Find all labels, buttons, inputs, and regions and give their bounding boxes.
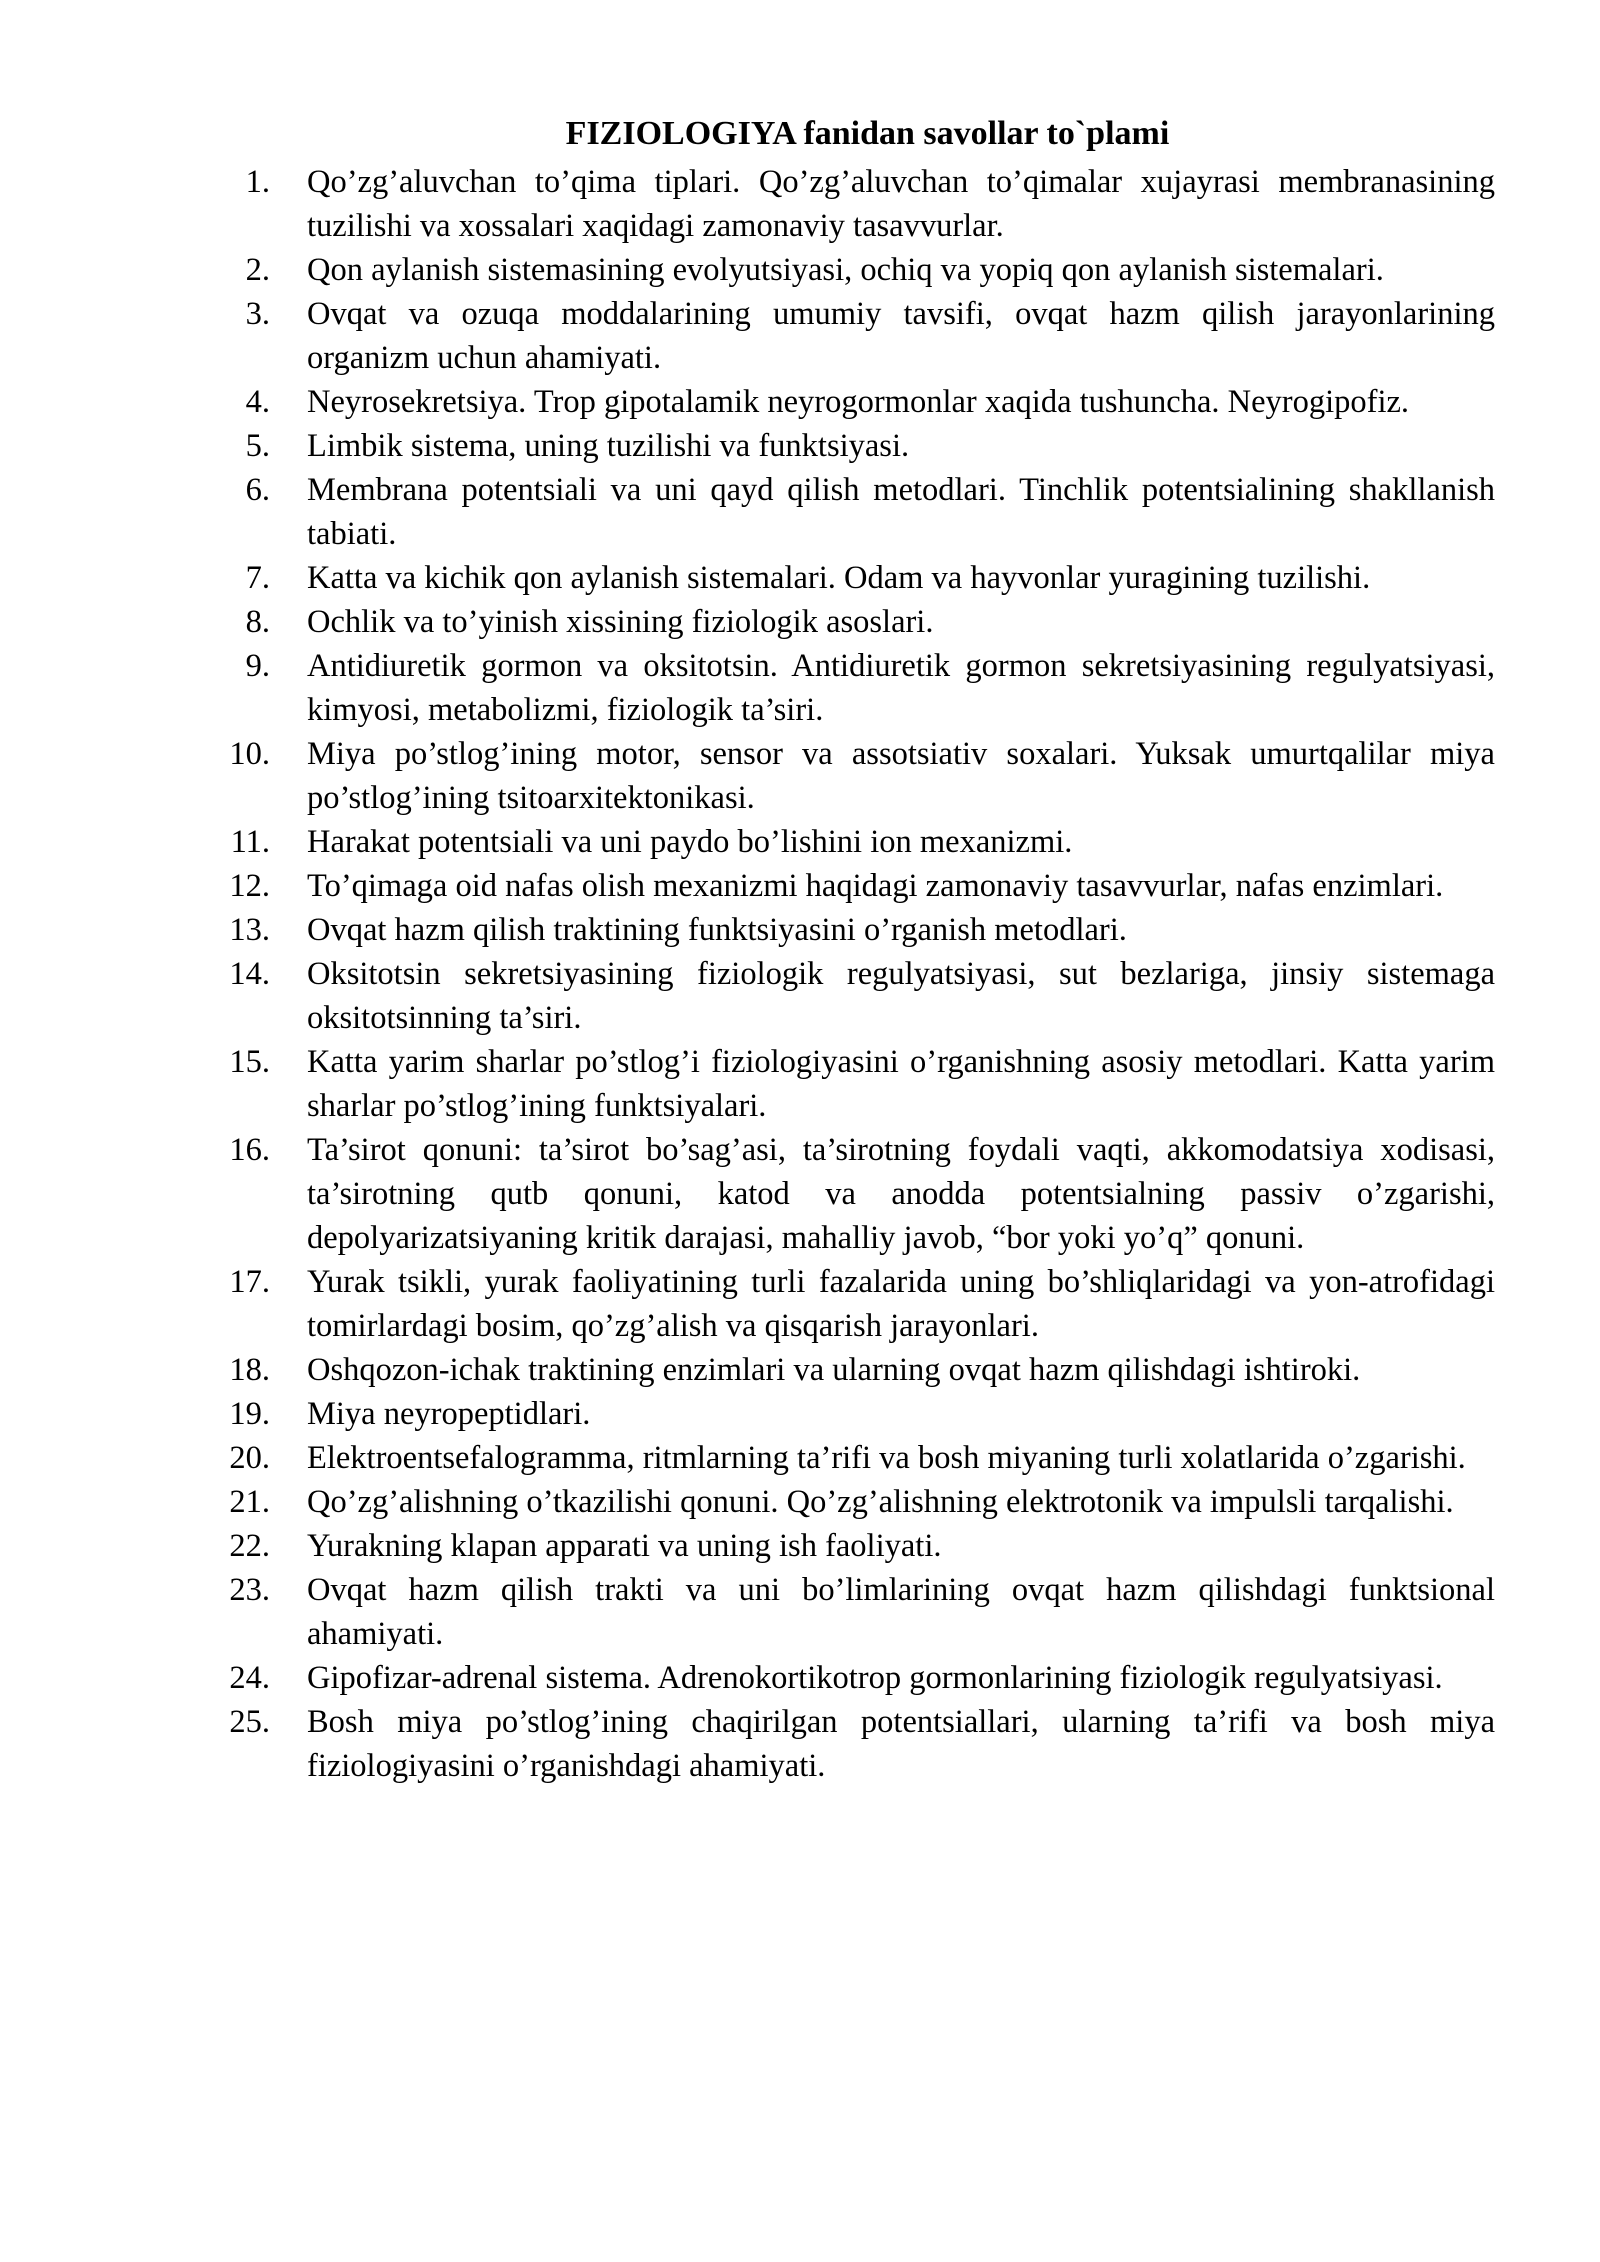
question-number: 21. [229, 1484, 270, 1520]
question-item [0, 424, 1600, 468]
question-number: 9. [245, 648, 270, 684]
question-text: Yurak tsikli, yurak faoliyatining turli fazalarida uning bo’shliqlaridagi va yon-atrofidagi tomirlardagi bosim, qo’zg’alish va qisqarish jarayonlari. [307, 1264, 1495, 1344]
question-number: 20. [229, 1440, 270, 1476]
question-item [0, 600, 1600, 644]
question-number: 23. [229, 1572, 270, 1608]
question-item [0, 292, 1600, 380]
question-number: 10. [229, 736, 270, 772]
question-text: Yurakning klapan apparati va uning ish faoliyati. [307, 1528, 942, 1564]
question-text: Qo’zg’aluvchan to’qima tiplari. Qo’zg’aluvchan to’qimalar xujayrasi membranasining tuzilishi va xossalari xaqidagi zamonaviy tasavvurlar. [307, 164, 1495, 244]
question-item [0, 1436, 1600, 1480]
question-number: 18. [229, 1352, 270, 1388]
question-number: 12. [229, 868, 270, 904]
question-text: Harakat potentsiali va uni paydo bo’lishini ion mexanizmi. [307, 824, 1073, 860]
question-text: Miya neyropeptidlari. [307, 1396, 591, 1432]
question-text: Miya po’stlog’ining motor, sensor va assotsiativ soxalari. Yuksak umurtqalilar miya po’stlog’ining tsitoarxitektonikasi. [307, 736, 1495, 816]
question-number: 17. [229, 1264, 270, 1300]
question-text: Katta va kichik qon aylanish sistemalari. Odam va hayvonlar yuragining tuzilishi. [307, 560, 1371, 596]
question-item [0, 1128, 1600, 1260]
question-item [0, 1700, 1600, 1788]
question-item [0, 248, 1600, 292]
question-text: Ovqat hazm qilish traktining funktsiyasini o’rganish metodlari. [307, 912, 1127, 948]
question-item [0, 732, 1600, 820]
question-item [0, 380, 1600, 424]
question-number: 14. [229, 956, 270, 992]
question-item [0, 1656, 1600, 1700]
question-list [0, 160, 1600, 1788]
question-text: Ovqat hazm qilish trakti va uni bo’limlarining ovqat hazm qilishdagi funktsional ahamiyati. [307, 1572, 1495, 1652]
question-text: Membrana potentsiali va uni qayd qilish metodlari. Tinchlik potentsialining shakllanish tabiati. [307, 472, 1495, 552]
question-number: 11. [230, 824, 270, 860]
question-text: Antidiuretik gormon va oksitotsin. Antidiuretik gormon sekretsiyasining regulyatsiyasi, kimyosi, metabolizmi, fiziologik ta’siri. [307, 648, 1495, 728]
question-text: Limbik sistema, uning tuzilishi va funktsiyasi. [307, 428, 910, 464]
question-text: Elektroentsefalogramma, ritmlarning ta’rifi va bosh miyaning turli xolatlarida o’zgarishi. [307, 1440, 1466, 1476]
question-item [0, 1040, 1600, 1128]
question-item [0, 1260, 1600, 1348]
question-number: 15. [229, 1044, 270, 1080]
question-number: 16. [229, 1132, 270, 1168]
question-text: Qo’zg’alishning o’tkazilishi qonuni. Qo’zg’alishning elektrotonik va impulsli tarqalishi. [307, 1484, 1454, 1520]
question-number: 13. [229, 912, 270, 948]
question-number: 25. [229, 1704, 270, 1740]
question-text: Ovqat va ozuqa moddalarining umumiy tavsifi, ovqat hazm qilish jarayonlarining organizm uchun ahamiyati. [307, 296, 1495, 376]
question-text: Oksitotsin sekretsiyasining fiziologik regulyatsiyasi, sut bezlariga, jinsiy sistemaga oksitotsinning ta’siri. [307, 956, 1495, 1036]
question-item [0, 864, 1600, 908]
question-item [0, 644, 1600, 732]
question-number: 1. [245, 164, 270, 200]
question-number: 6. [245, 472, 270, 508]
question-text: Ochlik va to’yinish xissining fiziologik asoslari. [307, 604, 934, 640]
question-text: Gipofizar-adrenal sistema. Adrenokortikotrop gormonlarining fiziologik regulyatsiyasi. [307, 1660, 1443, 1696]
question-item [0, 908, 1600, 952]
question-number: 19. [229, 1396, 270, 1432]
question-item [0, 952, 1600, 1040]
question-text: Katta yarim sharlar po’stlog’i fiziologiyasini o’rganishning asosiy metodlari. Katta yarim sharlar po’stlog’ining funktsiyalari. [307, 1044, 1495, 1124]
question-number: 3. [245, 296, 270, 332]
question-item [0, 1480, 1600, 1524]
question-item [0, 556, 1600, 600]
question-item [0, 1568, 1600, 1656]
question-number: 2. [245, 252, 270, 288]
document-title: FIZIOLOGIYA fanidan savollar to`plami [565, 115, 1170, 152]
question-text: Oshqozon-ichak traktining enzimlari va ularning ovqat hazm qilishdagi ishtiroki. [307, 1352, 1361, 1388]
question-item [0, 160, 1600, 248]
question-item [0, 820, 1600, 864]
question-number: 5. [245, 428, 270, 464]
question-item [0, 468, 1600, 556]
question-text: Qon aylanish sistemasining evolyutsiyasi, ochiq va yopiq qon aylanish sistemalari. [307, 252, 1384, 288]
question-text: To’qimaga oid nafas olish mexanizmi haqidagi zamonaviy tasavvurlar, nafas enzimlari. [307, 868, 1444, 904]
question-number: 7. [245, 560, 270, 596]
question-item [0, 1524, 1600, 1568]
question-item [0, 1392, 1600, 1436]
question-text: Neyrosekretsiya. Trop gipotalamik neyrogormonlar xaqida tushuncha. Neyrogipofiz. [307, 384, 1410, 420]
question-number: 24. [229, 1660, 270, 1696]
question-number: 8. [245, 604, 270, 640]
question-number: 4. [245, 384, 270, 420]
question-number: 22. [229, 1528, 270, 1564]
question-item [0, 1348, 1600, 1392]
question-text: Ta’sirot qonuni: ta’sirot bo’sag’asi, ta’sirotning foydali vaqti, akkomodatsiya xodisasi, ta’sirotning qutb qonuni, katod va anodda potentsialning passiv o’zgarishi, depolyarizatsiyaning kritik darajasi, mahalliy javob, “bor yoki yo’q” qonuni. [307, 1132, 1495, 1256]
question-text: Bosh miya po’stlog’ining chaqirilgan potentsiallari, ularning ta’rifi va bosh miya fiziologiyasini o’rganishdagi ahamiyati. [307, 1704, 1495, 1784]
